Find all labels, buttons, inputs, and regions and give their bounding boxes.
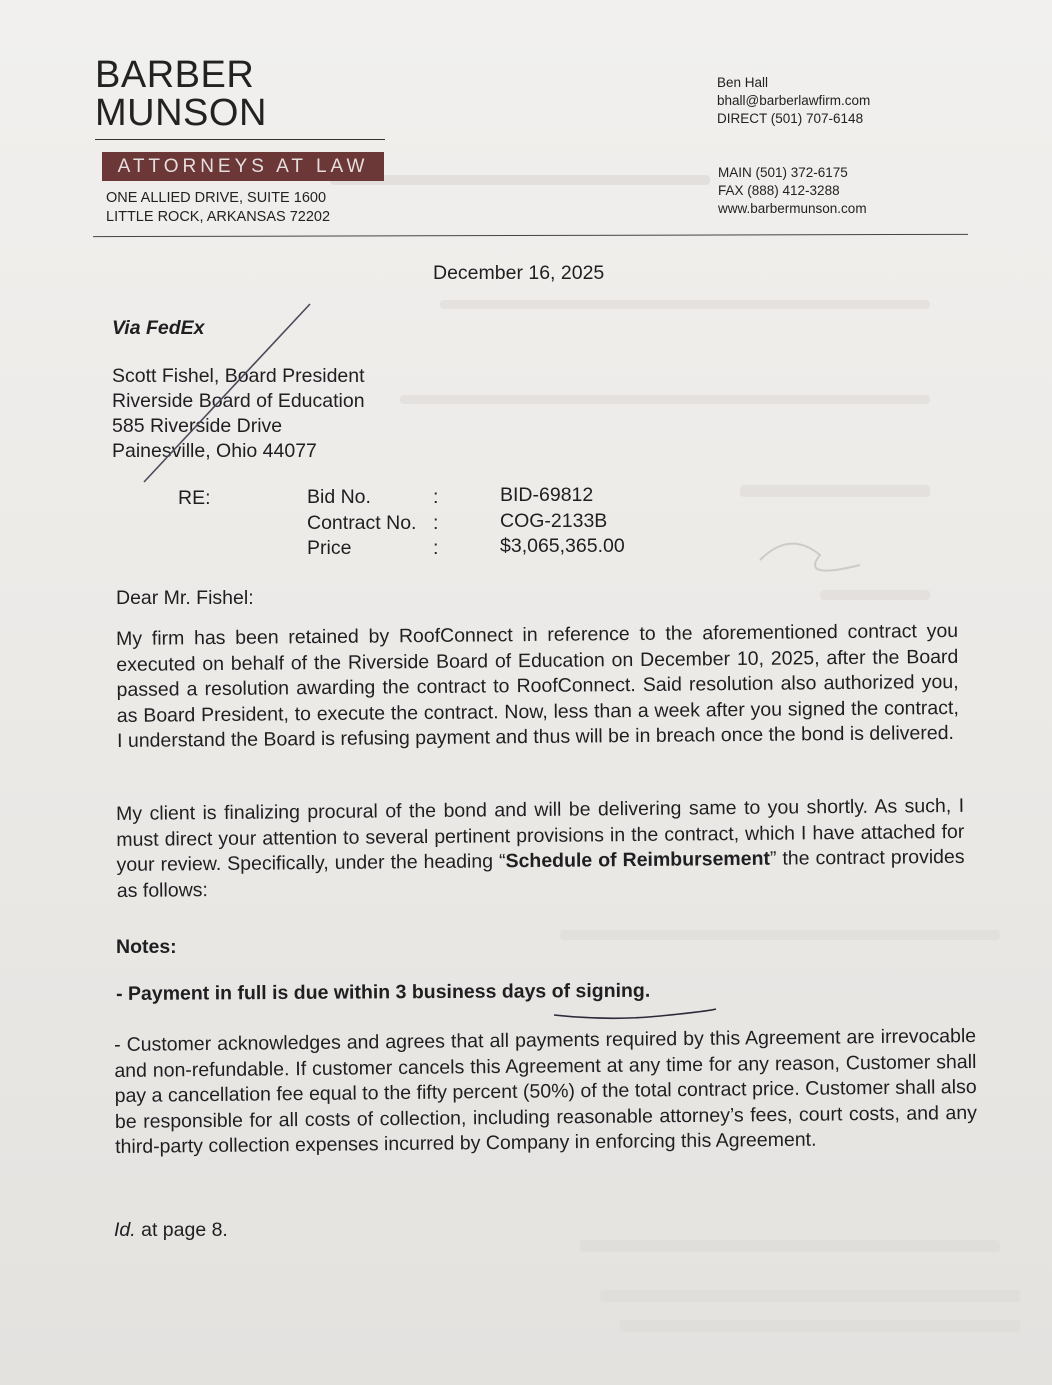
attorney-name: Ben Hall [717,75,769,90]
delivery-method: Via FedEx [112,317,205,339]
address-line-2: LITTLE ROCK, ARKANSAS 72202 [106,209,331,225]
paragraph-1: My firm has been retained by RoofConnect in reference to the aforementioned contract you executed on behalf of the Riverside Board of Education on December 10, 2025, after the Board passed a resolution awarding the contract to RoofConnect. Said resolution also authorized you, as Board President, to execute the contract. Now, less than a week after you signed the contract, I understand the Board is refusing payment and thus will be in breach once the bond is delivered. [116,619,959,753]
recipient-line: Riverside Board of Education [112,390,365,412]
re-value-price: $3,065,365.00 [500,535,625,557]
re-sep: : [433,486,439,508]
re-key-contract: Contract No. [307,511,417,534]
attorney-contact [717,74,870,128]
schedule-heading: Schedule of Reimbursement [505,847,771,873]
website: www.barbermunson.com [718,201,867,216]
re-sep: : [433,537,439,559]
salutation: Dear Mr. Fishel: [116,587,254,609]
paragraph-2-end: ” the contract provides as follows: [116,846,965,902]
re-label: RE: [178,487,211,509]
notes-heading: Notes: [116,936,177,958]
re-separators [433,485,438,562]
re-values [500,483,625,560]
citation-id: Id. [114,1219,136,1241]
letter-date: December 16, 2025 [433,262,605,284]
re-key-bid: Bid No. [307,486,371,508]
firm-address [106,189,330,227]
re-value-bid: BID-69812 [500,484,594,506]
firm-tagline: ATTORNEYS AT LAW [102,152,384,181]
logo-divider [95,139,385,140]
paragraph-2 [116,794,965,905]
recipient-line: 585 Riverside Drive [112,415,283,437]
address-line-1: ONE ALLIED DRIVE, SUITE 1600 [106,190,327,206]
note-payment-terms: - Payment in full is due within 3 business days of signing. [116,979,651,1005]
firm-contact [718,164,867,218]
paragraph-2-start: My client is finalizing procural of the bond and will be delivering same to you shortly. As such, I must direct your attention to several pertinent provisions in the contract, which I have attached for your review. Specifically, under the heading “ [116,794,965,877]
re-value-contract: COG-2133B [500,509,608,532]
main-phone: MAIN (501) 372-6175 [718,165,848,180]
citation-page: at page 8. [135,1219,228,1241]
recipient-line: Painesville, Ohio 44077 [112,440,317,462]
firm-logo [95,56,267,132]
attorney-direct-phone: DIRECT (501) 707-6148 [717,111,864,126]
citation [114,1219,228,1242]
re-sep: : [433,511,439,534]
re-key-price: Price [307,537,352,559]
handwritten-underline [550,1003,720,1023]
firm-name-line2: MUNSON [95,92,267,134]
attorney-email: bhall@barberlawfirm.com [717,93,871,108]
handwritten-slash-mark [130,298,320,488]
firm-name-line1: BARBER [95,54,255,96]
fax-number: FAX (888) 412-3288 [718,183,840,198]
note-cancellation-terms: - Customer acknowledges and agrees that all payments required by this Agreement are irrevocable and non-refundable. If customer cancels this Agreement at any time for any reason, Customer shall pay a cancellation fee equal to the fifty percent (50%) of the total contract price. Customer shall also be responsible for all costs of collection, including reasonable attorney’s fees, court costs, and any third-party collection expenses incurred by Company in enforcing this Agreement. [114,1024,977,1159]
re-keys [307,485,416,562]
recipient-line: Scott Fishel, Board President [112,365,365,387]
